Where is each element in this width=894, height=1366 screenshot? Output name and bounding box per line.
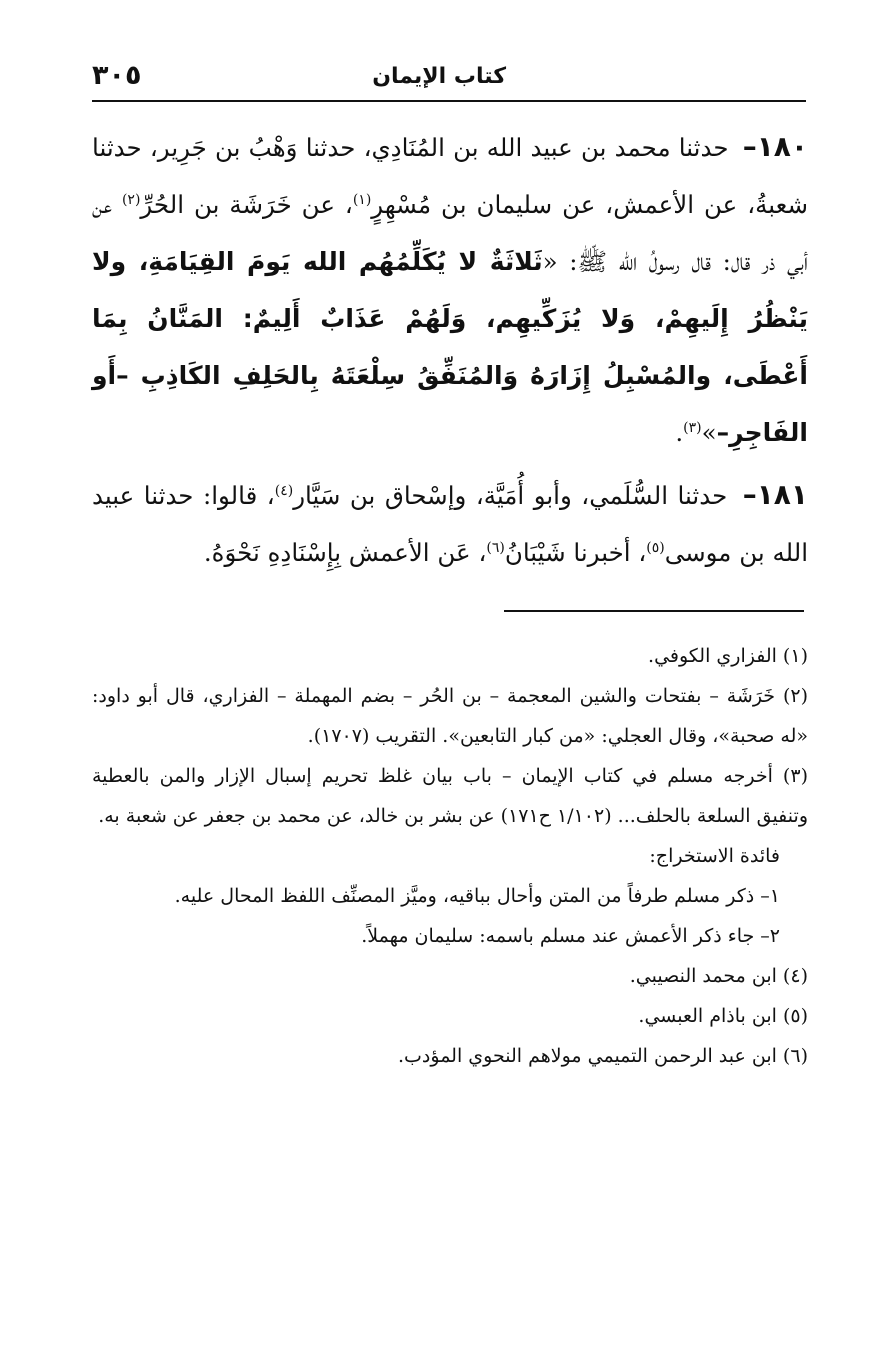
footnote-1: (١) الفزاري الكوفي.: [648, 645, 808, 667]
footnote-2: (٢) خَرَشَة – بفتحات والشين المعجمة – بن الحُر – بضم المهملة – الفزاري، قال أبو داود: «له صحبة»، وقال العجلي: «من كبار التابعين». التقريب (١٧٠٧).: [92, 685, 808, 747]
hadith-text: ، أخبرنا شَيْبَانُ: [504, 538, 647, 567]
footnote-3: (٣) أخرجه مسلم في كتاب الإيمان – باب بيان غلظ تحريم إسبال الإزار والمن بالعطية وتنفيق السلعة بالحلف... (١/١٠٢ ح١٧١) عن بشر بن خالد، عن محمد بن جعفر عن شعبة به.: [92, 765, 808, 827]
page-number: ٣٠٥: [92, 60, 142, 91]
footnote-ref: (١): [352, 191, 372, 208]
hadith-text: ، عَن الأعمش بِإِسْنَادِهِ نَحْوَهُ.: [203, 538, 487, 567]
footnote-4: (٤) ابن محمد النصيبي.: [629, 965, 808, 987]
footnote-3-point-1: ١– ذكر مسلم طرفاً من المتن وأحال بباقيه، وميَّز المصنِّف اللفظ المحال عليه.: [174, 885, 780, 907]
hadith-text: .: [675, 418, 684, 447]
hadith-181: [92, 466, 808, 581]
footnote-ref: (٢): [121, 191, 141, 208]
hadith-text: ، قالوا: حدثنا عبيد الله بن موسى: [92, 481, 808, 567]
prophetic-text: ثَلاثَةٌ لا يُكَلِّمُهُم الله يَومَ القِيَامَةِ، ولا يَنْظُرُ إِلَيهِمْ، وَلا يُزَكِّيهِم، وَلَهُمْ عَذَابٌ أَلِيمٌ: المَنَّانُ بِمَا أَعْطَى، والمُسْبِلُ إِزَارَهُ وَالمُنَفِّقُ سِلْعَتَهُ بِالحَلِفِ الكَاذِبِ –أَو الفَاجِرِ–: [92, 247, 808, 447]
footnotes: [92, 636, 808, 1076]
hadith-number: ١٨١–: [742, 478, 808, 511]
footnote-3-heading: فائدة الاستخراج:: [649, 845, 780, 867]
hadith-text: ، عن خَرَشَة بن الحُرِّ: [140, 190, 353, 219]
footnote-5: (٥) ابن باذام العبسي.: [638, 1005, 808, 1027]
header-divider: [92, 100, 806, 102]
page-header: [92, 60, 806, 100]
footnote-3-point-2: ٢– جاء ذكر الأعمش عند مسلم باسمه: سليمان مهملاً.: [361, 925, 780, 947]
footnote-ref: (٥): [646, 539, 665, 556]
hadith-180: [92, 118, 808, 461]
hadith-number: ١٨٠–: [742, 130, 808, 163]
chapter-title: كتاب الإيمان: [372, 64, 506, 89]
hadith-text: حدثنا محمد بن عبيد الله بن المُنَادِي، حدثنا وَهْبُ بن جَرِير، حدثنا شعبةُ، عن الأعمش، عن سليمان بن مُسْهِرٍ: [92, 133, 808, 219]
footnote-ref: (٦): [486, 539, 505, 556]
footnote-ref: (٣): [683, 419, 702, 436]
hadith-text: عن أبي ذر قال: قال رسولُ الله ﷺ: «: [92, 190, 809, 276]
hadith-text: »: [701, 418, 717, 447]
footnote-ref: (٤): [274, 482, 294, 499]
footnote-divider: [504, 610, 804, 612]
footnote-6: (٦) ابن عبد الرحمن التميمي مولاهم النحوي المؤدب.: [398, 1045, 808, 1067]
hadith-text: حدثنا السُّلَمي، وأبو أُمَيَّة، وإسْحاق بن سَيَّار: [293, 481, 728, 510]
